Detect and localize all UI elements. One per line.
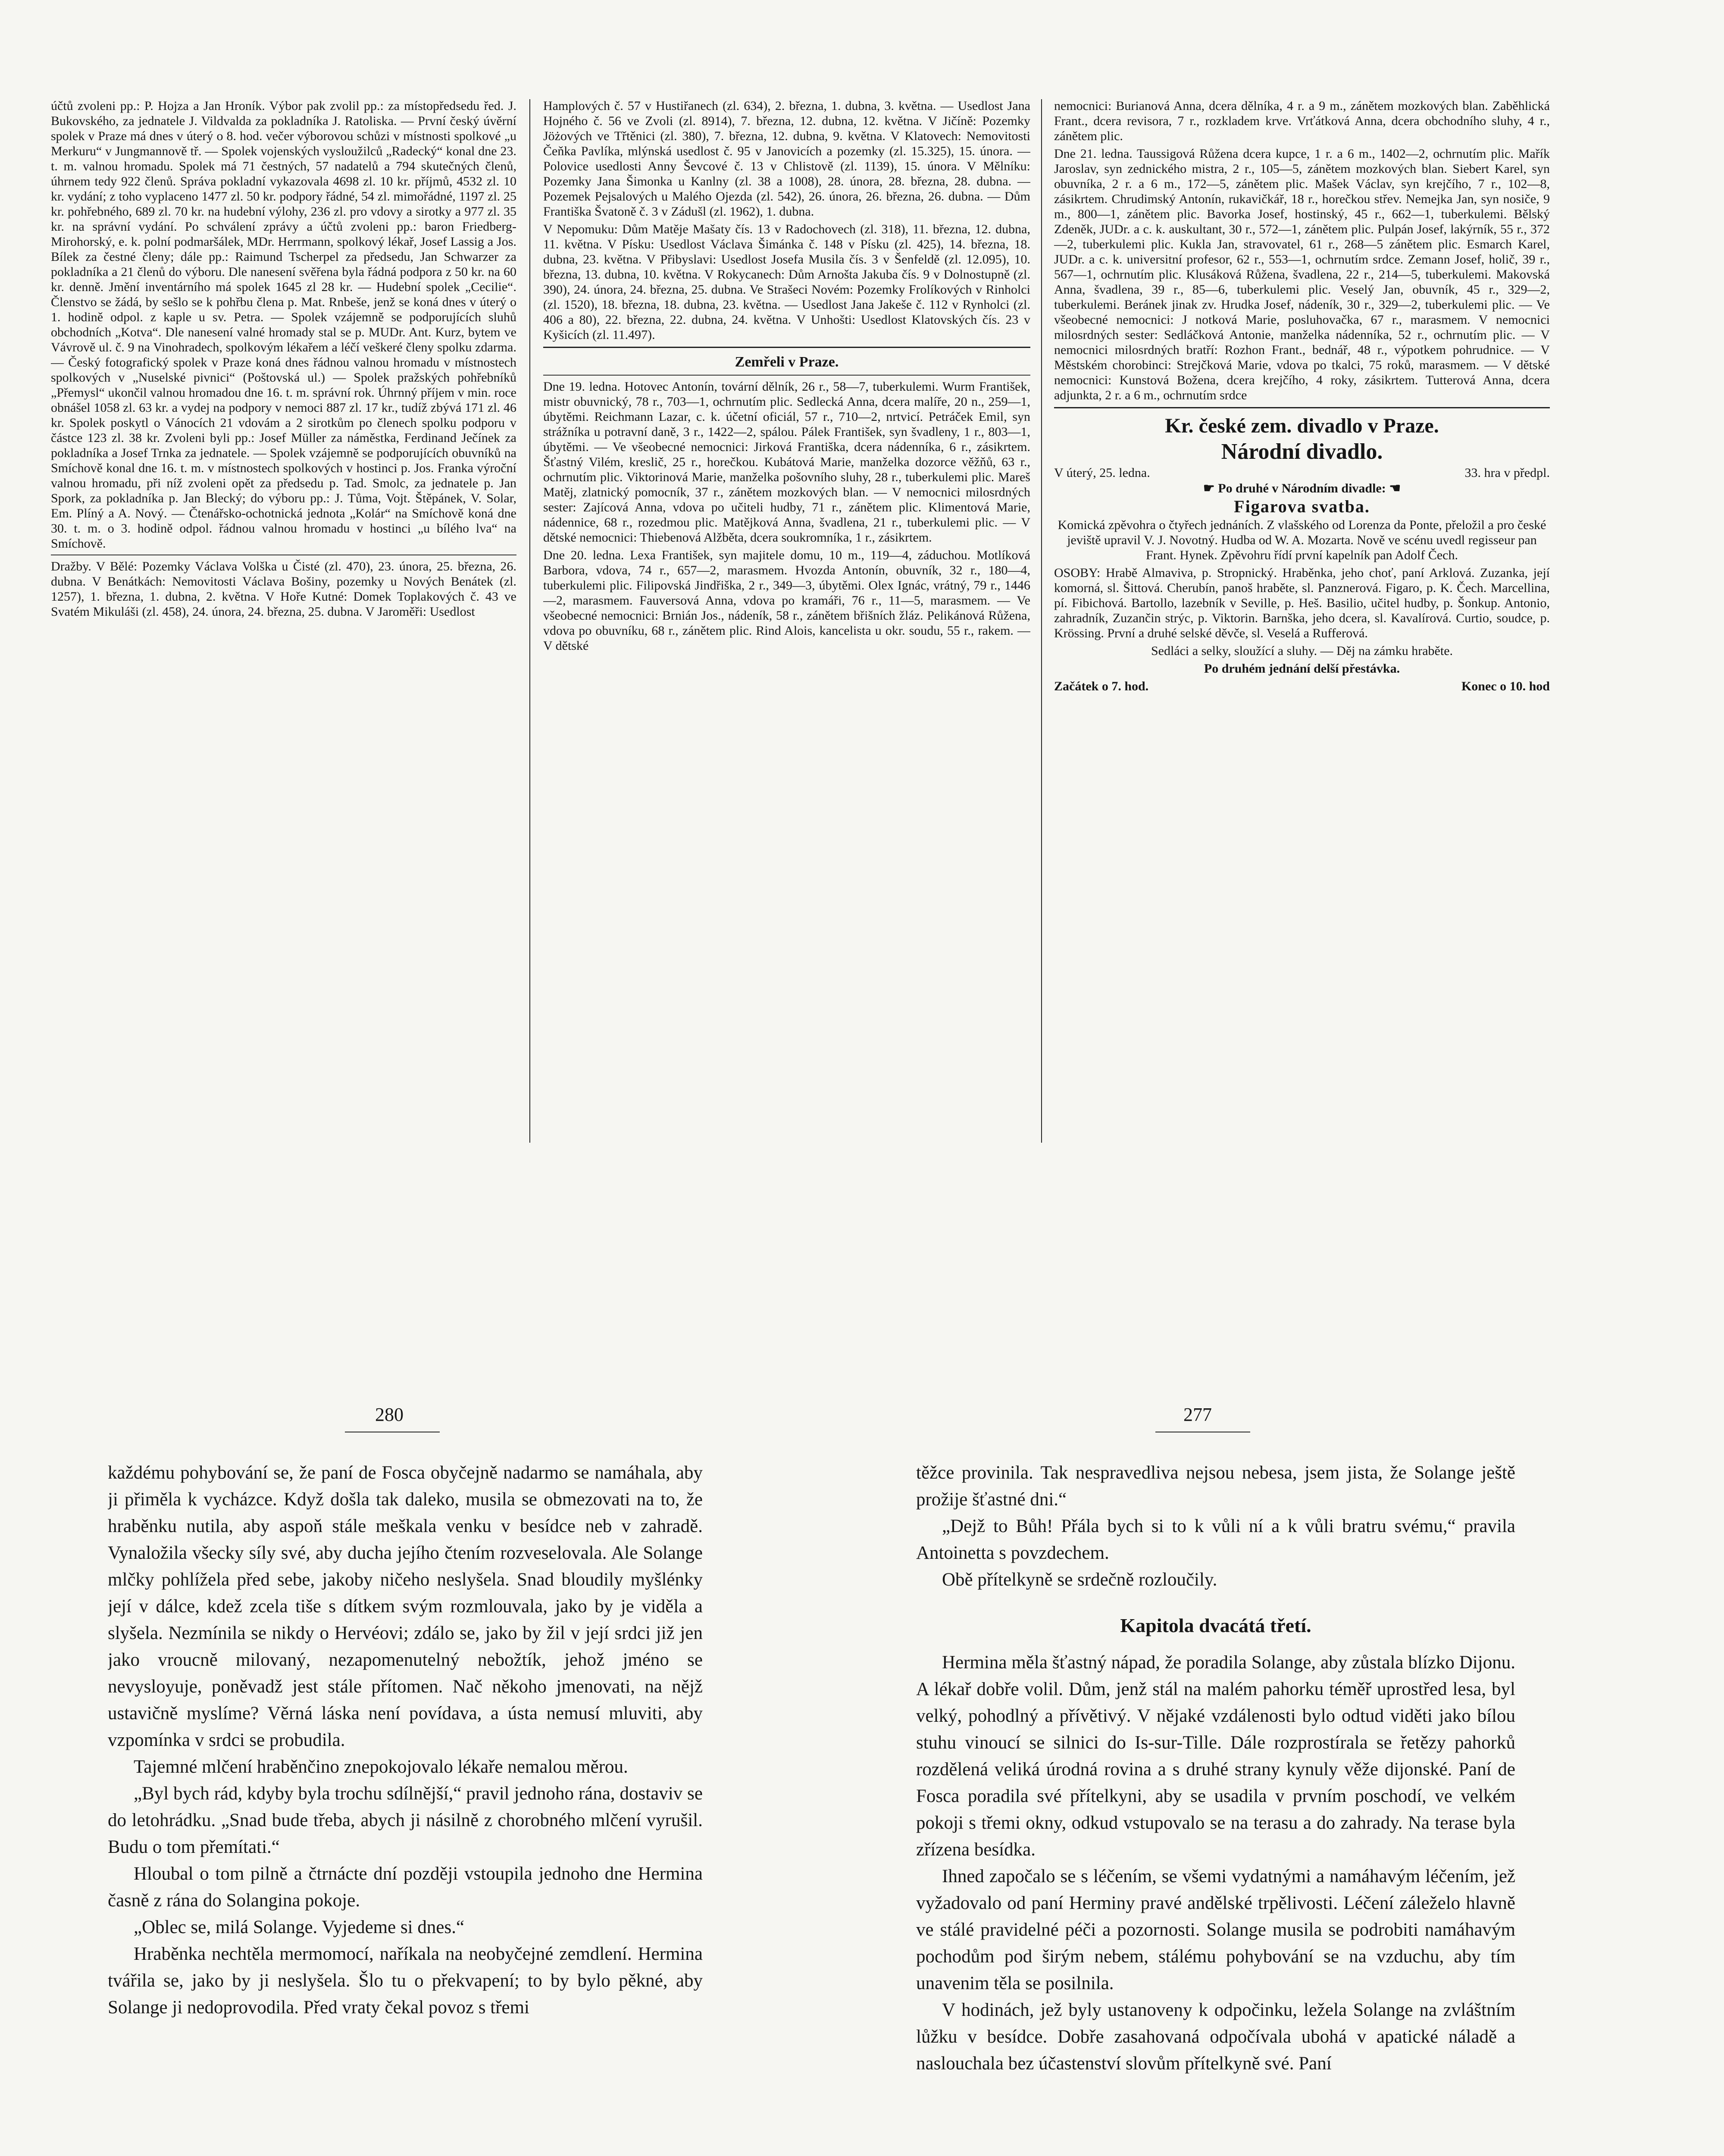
right-book-page <box>916 1460 1515 2156</box>
theatre-note-text: Po druhé v Národním divadle: <box>1218 481 1386 495</box>
deaths-jan-21: Dne 21. ledna. Taussigová Růžena dcera kupce, 1 r. a 6 m., 1402—2, ochrnutím plic. Mařík Jaroslav, syn zednického mistra, 2 r., 105—5, zánětem mozkových blan. Siebert Karel, syn obuvníka, 2 r. a 6 m., 172—5, zánětem plic. Mašek Václav, syn krejčího, 7 r., 102—8, zásikrtem. Chrudimský Antonín, rukavičkář, 18 r., horečkou střev. Nemejka Jan, syn nosiče, 9 m., 800—1, zánětem plic. Bavorka Josef, hostinský, 45 r., 662—1, tuberkulemi. Bělský Zdeněk, JUDr. a c. k. auskultant, 30 r., 572—1, zánětem plic. Pulpán Josef, lakýrník, 55 r., 372—2, tuberkulemi plic. Kukla Jan, stravovatel, 61 r., 268—5 zánětem plic. Esmarch Karel, JUDr. a c. k. universitní profesor, 62 r., 553—1, ochrnutím srdce. Zemann Josef, holič, 39 r., 567—1, ochrnutím plic. Klusáková Růžena, švadlena, 22 r., 214—5, tuberkulemi. Makovská Anna, švadlena, 39 r., 85—6, tuberkulemi plic. Veselý Jan, obuvník, 45 r., 329—2, tuberkulemi. Beránek jinak zv. Hrudka Josef, nádeník, 30 r., 329—2, tuberkulemi plic. — Ve všeobecné nemocnici: J notková Marie, posluhovačka, 67 r., marasmem. V nemocnici milosrdných sester: Sedláčková Antonie, manželka nádenníka, 52 r., ochrnutím plic. — V nemocnici milosrdných bratří: Rozhon Frant., bednář, 48 r., výpotkem pohrudnice. — V Městském chorobinci: Strejčková Marie, vdova po tkalci, 75 roků, marasmem. — V dětské nemocnici: Kunstová Božena, dcera krejčího, 4 roky, zásikrtem. Tutterová Anna, dcera adjunkta, 2 r. a 6 m., ochrnutím srdce <box>1054 147 1550 402</box>
left-paragraph-3: „Byl bych rád, kdyby byla trochu sdílnější,“ pravil jednoho rána, dostaviv se do letohrádku. „Snad bude třeba, abych ji násilně z chorobného mlčení vyrušil. Budu o tom přemítati.“ <box>108 1783 703 1857</box>
theatre-date-row <box>1054 465 1550 481</box>
divider <box>1054 407 1550 408</box>
theatre-note <box>1054 481 1550 496</box>
theatre-performance: 33. hra v předpl. <box>1464 466 1550 480</box>
play-title: Figarova svatba. <box>1234 497 1370 516</box>
auctions-text: Dražby. V Bělé: Pozemky Václava Volška u Čisté (zl. 470), 23. února, 25. března, 26. dubna. V Benátkách: Nemovitosti Václava Bošiny, pozemky u Nových Benátek (zl. 1257), 1. března, 1. dubna, 2. května. V Hoře Kutné: Domek Toplakových č. 43 ve Svatém Mikuláši (zl. 458), 24. února, 24. března, 25. dubna. V Jaroměři: Usedlost <box>51 559 516 619</box>
left-paragraph-4: Hloubal o tom pilně a čtrnácte dní později vstoupila jednoho dne Hermina časně z rána do Solangina pokoje. <box>108 1864 703 1911</box>
theatre-date: V úterý, 25. ledna. <box>1054 466 1150 480</box>
deaths-jan-19: Dne 19. ledna. Hotovec Antonín, tovární dělník, 26 r., 58—7, tuberkulemi. Wurm František, mistr obuvnický, 78 r., 703—1, ochrnutím plic. Sedlecká Anna, dcera malíře, 20 n., 259—1, úbytěmi. Reichmann Lazar, c. k. účetní oficiál, 57 r., 710—2, nrtvicí. Petráček Emil, syn strážníka u potravní daně, 3 r., 1422—2, spálou. Pálek František, syn švadleny, 1 r., 803—1, úbytěmi. — Ve všeobecné nemocnici: Jirková Františka, dcera nádenníka, 6 r., zásikrtem. Šťastný Vilém, kreslič, 25 r., horečkou. Kubátová Marie, manželka dozorce věžňů, 63 r., ochrnutím plic. Viktorinová Marie, manželka pošovního sluhy, 28 r., tuberkulemi plic. Mareš Matěj, zlatnický pomocník, 37 r., zánětem mozkových blan. — V nemocnici milosrdných sester: Zajícová Anna, vdova po učiteli hudby, 71 r., zánětem plic. Klimentová Marie, nádennice, 68 r., rozedmou plic. Matějková Anna, švadlena, 21 r., tuberkulemi plic. — V dětské nemocnici: Thiebenová Alžběta, dcera soukromníka, 1 r., zásikrtem. <box>543 379 1030 545</box>
society-news: účtů zvoleni pp.: P. Hojza a Jan Hroník. Výbor pak zvolil pp.: za místopředsedu řed. J. Bukovského, za jednatele J. Vildvalda za pokladníka J. Ratoliska. — První český úvěrní spolek v Praze má dnes v úterý o 8. hod. večer výborovou schůzi v místnosti spolkové „u Merkuru“ v Jungmannově tř. — Spolek vojenských vysloužilců „Radecký“ konal dne 23. t. m. valnou hromadu. Spolek má 71 čestných, 57 nadatelů a 794 skutečných členů, úhrnem tedy 922 členů. Správa pokladní vykazovala 4698 zl. 10 kr. příjmů, 4532 zl. 10 kr. vydání; z toho vyplaceno 1477 zl. 50 kr. podpory řádné, 54 zl. mimořádné, 1197 zl. 25 kr. pohřebného, 689 zl. 70 kr. na hudební výlohy, 236 zl. pro vdovy a sirotky a 977 zl. 35 kr. na správní vydání. Po schválení zprávy a účtů zvoleni pp.: baron Friedberg-Mirohorský, e. k. polní podmaršálek, MDr. Herrmann, spolkový lékař, Josef Lassig a Jos. Bílek za čestné členy; dále pp.: Raimund Tscherpel za předsedu, Jan Schwarzer za pokladníka a 21 členů do výboru. Dle nanesení svěřena byla řádná podpora z 50 kr. na 60 kr. denně. Jmění inventárního má spolek 1645 zl 28 kr. — Hudební spolek „Cecilie“. Členstvo se žádá, by sešlo se k pohřbu člena p. Mat. Rnbeše, jenž se koná dnes v úterý o 1. hodině odpol. z kaple u sv. Petra. — Spolek vzájemně se podporujících sluhů obchodních „Kotva“. Dle nanesení valné hromady stal se p. MUDr. Ant. Kurz, bytem ve Vávrově ul. č. 9 na Vinohradech, spolkovým lékařem a léčí veškeré členy spolku zdarma. — Český fotografický spolek v Praze koná dnes řádnou valnou hromadu v místnostech spolkových v „Nuselské pivnici“ (Poštovská ul.) — Spolek pražských pohřebníků „Přemysl“ ukončil valnou hromadou dne 16. t. m. správní rok. Úhrnný příjem v min. roce obnášel 1058 zl. 63 kr. a vydej na podpory v nemoci 887 zl. 17 kr., tudíž zbývá 171 zl. 46 kr. Spolek poskytl o Vánocích 21 vdovám a 2 sirotkům po členech spolku podporu v částce 123 zl. 38 kr. Zvoleni byli pp.: Josef Müller za náměstka, Ferdinand Ječínek za pokladníka a Josef Trnka za jednatele. — Spolek vzájemně se podporujících obuvníků na Smíchově konal dne 16. t. m. v místnostech spolkových v hostinci p. Jos. Franka výroční valnou hromadu, při níž zvoleni opět za předsedu p. Tad. Smolc, za jednatele p. Jan Spork, za pokladníka p. Jan Blecký; do výboru pp.: J. Tůma, Vojt. Štěpánek, V. Solar, Em. Plíný a A. Nový. — Čtenářsko-ochotnická jednota „Kolár“ na Smíchově koná dne 30. t. m. o 3. hodině odpol. řádnou valnou hromadu v hostinci „u bílého lva“ na Smíchově. <box>51 99 516 551</box>
deaths-heading: Zemřeli v Praze. <box>735 354 839 370</box>
left-paragraph-6: Hraběnka nechtěla mermomocí, naříkala na neobyčejné zemdlení. Hermina tvářila se, jako by ji neslyšela. Šlo tu o překvapení; to by bylo pěkné, aby Solange ji nedoprovodila. Před vraty čekal povoz s třemi <box>108 1944 703 2018</box>
chapter-title: Kapitola dvacátá třetí. <box>1120 1614 1311 1636</box>
right-paragraph-5: Ihned započalo se s léčením, se všemi vydatnými a namáhavým léčením, jež vyžadovalo od paní Herminy pravé andělské trpělivosti. Léčení záleželo hlavně ve stálé pravidelné péči a pozornosti. Solange musila se podrobiti namáhavým pochodům pod širým nebem, stálému pohybování se na vzduchu, aby tím unavenim těla se posilnila. <box>916 1866 1515 1993</box>
column-rule <box>529 99 530 1143</box>
right-paragraph-3: Obě přítelkyně se srdečně rozloučily. <box>942 1570 1217 1590</box>
top-column-1 <box>51 98 516 1168</box>
end-time: Konec o 10. hod <box>1461 679 1550 693</box>
play-intermission: Po druhém jednání delší přestávka. <box>1204 661 1400 676</box>
right-paragraph-4: Hermina měla šťastný nápad, že poradila Solange, aby zůstala blízko Dijonu. A lékař dobře volil. Dům, jenž stál na malém pahorku téměř uprostřed lesa, byl velký, pohodlný a přívětivý. V nějaké vzdálenosti bylo odtud viděti jako bílou stuhu vinoucí se silnici do Is-sur-Tille. Dále rozprostírala se řetězy pahorků rozdělená veliká úrodná rovina a s druhé strany kynuly věže dijonské. Paní de Fosca poradila své přítelkyni, aby se usadila v prvním poschodí, ve velkém pokoji s třemi okny, odkud vstupovalo se na terasu a do zahrady. Na terase byla zřízena besídka. <box>916 1652 1515 1860</box>
pointing-hand-right-icon: ☛ <box>1203 481 1215 495</box>
theatre-times <box>1054 679 1550 694</box>
left-paragraph-2: Tajemné mlčení hraběnčino znepokojovalo lékaře nemalou měrou. <box>134 1757 628 1777</box>
left-page-number: 280 <box>375 1404 404 1425</box>
right-paragraph-2: „Dejž to Bůh! Přála bych si to k vůli ní a k vůli bratru svému,“ pravila Antoinetta s povzdechem. <box>916 1516 1515 1563</box>
deaths-jan-20: Dne 20. ledna. Lexa František, syn majitele domu, 10 m., 119—4, záduchou. Motlíková Barbora, vdova, 74 r., 657—2, marasmem. Hvozda Antonín, obuvník, 32 r., 180—4, tuberkulemi plic. Filipovská Jindřiška, 2 r., 349—3, úbytěmi. Olex Ignác, vrátný, 79 r., 1446—2, marasmem. Fauversová Anna, vdova po kramáři, 76 r., 11—5, marasmem. — Ve všeobecné nemocnici: Brnián Jos., nádeník, 58 r., zánětem břišních žláz. Pelikánová Růžena, vdova po obuvníku, 68 r., zánětem plic. Rind Alois, kancelista u okr. soudu, 55 r., rakem. — V dětské <box>543 548 1030 653</box>
theatre-subtitle: Národní divadlo. <box>1221 439 1383 464</box>
play-description: Komická zpěvohra o čtyřech jednáních. Z vlašského od Lorenza da Ponte, přeložil a pro české jeviště upravil V. J. Novotný. Hudba od W. A. Mozarta. Nově ve scénu uvedl regisseur pan Frant. Hynek. Zpěvohru řídí první kapelník pan Adolf Čech. <box>1058 518 1546 562</box>
left-paragraph-5: „Oblec se, milá Solange. Vyjedeme si dnes.“ <box>134 1917 465 1937</box>
auctions-continued-2: V Nepomuku: Dům Matěje Mašaty čís. 13 v Radochovech (zl. 318), 11. března, 12. dubna, 11. května. V Písku: Usedlost Václava Šimánka č. 148 v Písku (zl. 425), 14. března, 18. dubna, 23. května. V Přibyslavi: Usedlost Josefa Musila čís. 3 v Šenfeldě (zl. 12.095), 10. března, 13. dubna, 10. května. V Rokycanech: Dům Arnošta Jakuba čís. 9 v Dolnostupně (zl. 390), 24. února, 24. března, 25. dubna. Ve Strašeci Novém: Pozemky Frolíkových v Rinholci (zl. 1520), 18. března, 18. dubna, 23. května. — Usedlost Jana Jakeše č. 112 v Rynholci (zl. 406 a 80), 22. března, 22. dubna, 24. května. V Unhošti: Usedlost Klatovských čís. 23 v Kyšicích (zl. 11.497). <box>543 222 1030 342</box>
column-rule <box>1041 99 1042 1143</box>
top-column-3 <box>1054 98 1550 1168</box>
right-paragraph-6: V hodinách, jež byly ustanoveny k odpočinku, ležela Solange na zvláštním lůžku v besídce. Dobře zasahovaná odpočívala ubohá v apatické náladě a naslouchala bez účastenství slovům přítelkyně své. Paní <box>916 2000 1515 2074</box>
deaths-continued: nemocnici: Burianová Anna, dcera dělníka, 4 r. a 9 m., zánětem mozkových blan. Zaběhlická Frant., dcera revisora, 7 r., rozkladem krve. Vrťátková Anna, dcera obchodního sluhy, 4 r., zánětem plic. <box>1054 99 1550 143</box>
right-paragraph-1: těžce provinila. Tak nespravedliva nejsou nebesa, jsem jista, že Solange ještě prožije šťastné dni.“ <box>916 1463 1515 1510</box>
auctions-continued: Hamplových č. 57 v Hustiřanech (zl. 634), 2. března, 1. dubna, 3. května. — Usedlost Jana Hojného č. 56 ve Zvoli (zl. 8914), 7. března, 12. dubna, 12. května. V Jičíně: Pozemky Jöżových ve Třtěnici (zl. 380), 7. března, 12. dubna, 9. května. V Klatovech: Nemovitosti Čeňka Pavlíka, mlýnská usedlost č. 95 v Janovicích a pozemky (zl. 15.325), 15. února. — Polovice usedlosti Anny Ševcové č. 13 v Chlistově (zl. 1139), 15. února. V Mělníku: Pozemky Jana Šimonka u Kanlny (zl. 38 a 1008), 28. února, 28. března, 28. dubna. — Pozemek Pejsalových u Malého Ojezda (zl. 542), 26. února, 26. března, 26. dubna. — Dům Františka Švatoně č. 3 v Zádušl (zl. 1962), 1. dubna. <box>543 99 1030 219</box>
right-page-number: 277 <box>1183 1404 1212 1425</box>
left-book-page <box>108 1460 703 2156</box>
play-cast: OSOBY: Hrabě Almaviva, p. Stropnický. Hraběnka, jeho choť, paní Arklová. Zuzanka, její komorná, sl. Šittová. Cherubín, panoš hraběte, sl. Panznerová. Figaro, p. K. Čech. Marcellina, pí. Fibichová. Bartollo, lazebník v Seville, p. Heš. Basilio, učitel hudby, p. Šonkup. Antonio, zahradník, Zuzančin strýc, p. Viktorin. Barnška, jeho dcera, sl. Kavalírová. Curtio, soudce, p. Krössing. První a druhé selské děvče, sl. Veselá a Rufferová. <box>1054 566 1550 640</box>
start-time: Začátek o 7. hod. <box>1054 679 1149 693</box>
top-column-2 <box>543 98 1030 1168</box>
theatre-title: Kr. české zem. divadlo v Praze. <box>1165 414 1439 437</box>
left-paragraph-1: každému pohybování se, že paní de Fosca obyčejně nadarmo se namáhala, aby ji přiměla k vycházce. Když došla tak daleko, musila se obmezovati na to, že hraběnku nutila, aby aspoň stále meškala venku v besídce neb v zahradě. Vynaložila všecky síly své, aby ducha jejího čtením rozveselovala. Ale Solange mlčky pohlížela před sebe, jakoby ničeho neslyšela. Snad bloudily myšlénky její v dálce, kdež zcela tiše s dítkem svým rozmlouvala, jako by je viděla a slyšela. Nezmínila se nikdy o Hervéovi; zdálo se, jako by žil v její srdci již jen jako vroucně milovaný, nezapomenutelný nebožtík, jehož jméno se nevysloyuje, poněvadž jest stále přítomen. Nač někoho jmenovati, na nějž ustavičně myslíme? Věrná láska není povídava, a ústa nemusí mluviti, aby vzpomínka v srdci se probudila. <box>108 1463 703 1750</box>
pointing-hand-left-icon: ☚ <box>1389 481 1401 495</box>
play-cast-end: Sedláci a selky, sloužící a sluhy. — Děj na zámku hraběte. <box>1151 644 1453 658</box>
divider <box>543 375 1030 376</box>
divider <box>543 347 1030 348</box>
